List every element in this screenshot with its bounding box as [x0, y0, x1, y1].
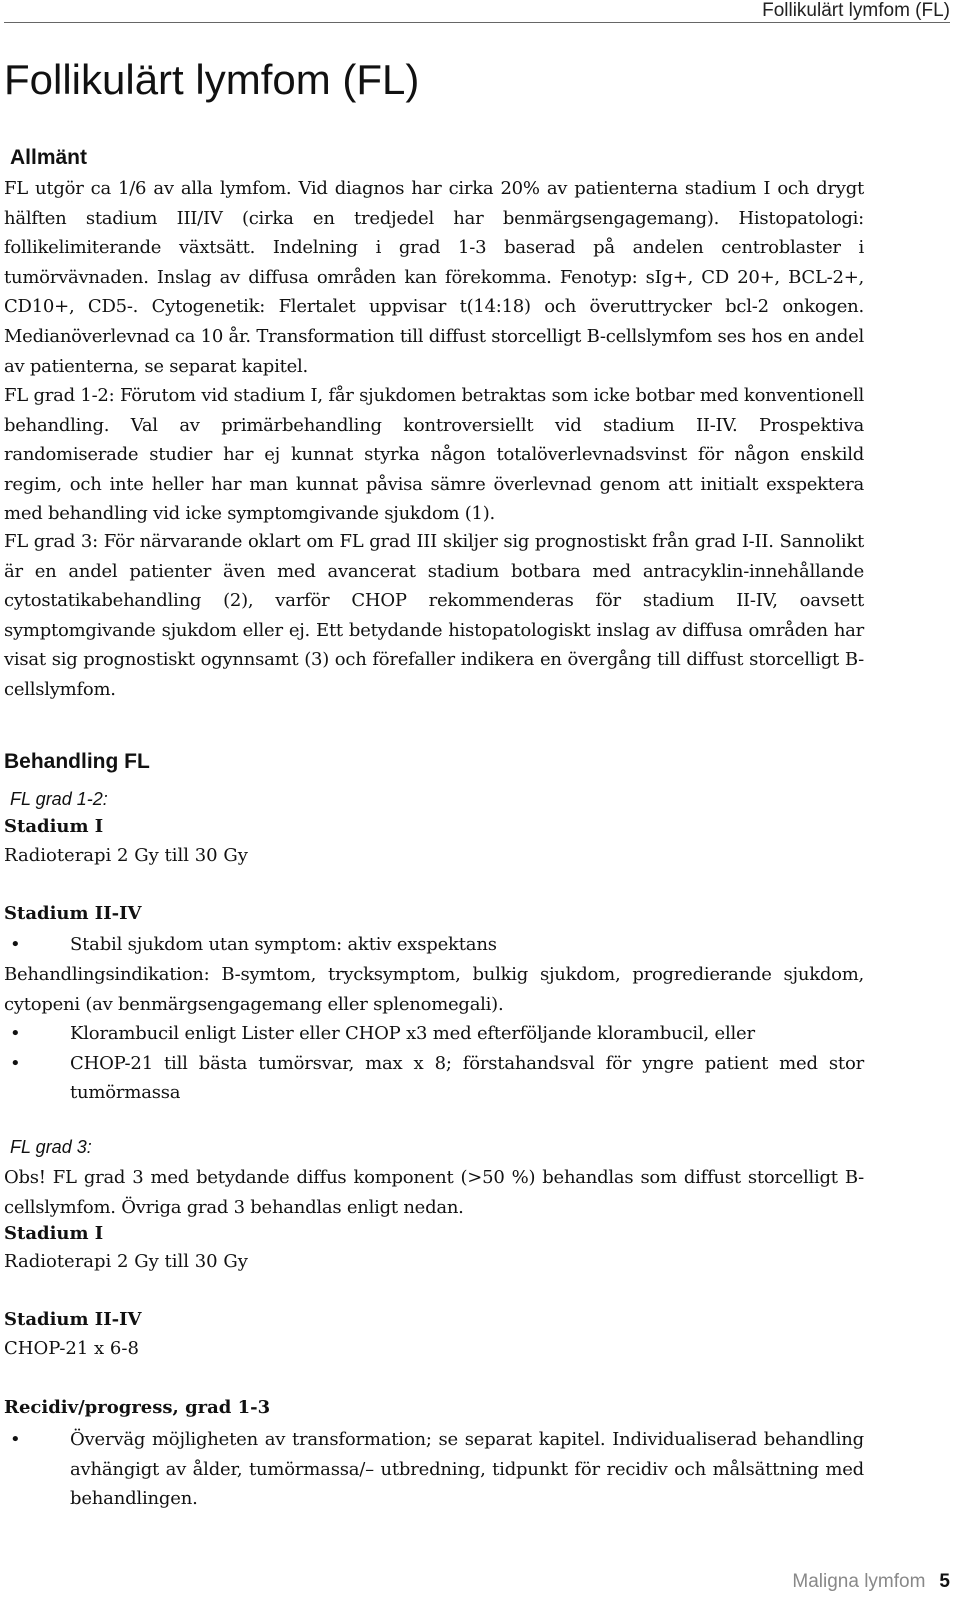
page-title: Follikulärt lymfom (FL): [4, 56, 420, 103]
grade-3-stadium-1-heading: Stadium I: [4, 1223, 104, 1244]
bullet-list-treatment: [4, 1019, 864, 1108]
section-heading-behandling: Behandling FL: [4, 750, 150, 773]
paragraph-grade-3: FL grad 3: För närvarande oklart om FL grad III skiljer sig prognostiskt från grad I-II. Sannolikt är en andel patienter även med avancerat stadium botbara med antracyklin-innehållande cytostatikabehandling (2), varför CHOP rekommenderas för stadium II-IV, oavsett symptomgivande sjukdom eller ej. Ett betydande histopatologiskt inslag av diffusa områden har visat sig prognostiskt ogynnsamt (3) och förefaller indikera en övergång till diffust storcelligt B-cellslymfom.: [4, 531, 864, 700]
stadium-1-text: Radioterapi 2 Gy till 30 Gy: [4, 845, 248, 866]
grade-1-2-label: FL grad 1-2:: [10, 789, 108, 809]
paragraph-general: FL utgör ca 1/6 av alla lymfom. Vid diagnos har cirka 20% av patienterna stadium I och drygt hälften stadium III/IV (cirka en tredjedel har benmärgsengagemang). Histopatologi: follikelimiterande växtsätt. Indelning i grad 1-3 baserad på andelen centroblaster i tumörvävnaden. Inslag av diffusa områden kan förekomma. Fenotyp: sIg+, CD 20+, BCL-2+, CD10+, CD5-. Cytogenetik: Flertalet uppvisar t(14:18) och överuttrycker bcl-2 onkogen. Medianöverlevnad ca 10 år. Transformation till diffust storcelligt B-cellslymfom ses hos en andel av patienterna, se separat kapitel.: [4, 178, 864, 377]
list-item: • Stabil sjukdom utan symptom: aktiv exspektans: [4, 930, 864, 960]
bullet-list-expectancy: [4, 930, 864, 960]
page-number: 5: [939, 1571, 950, 1592]
footer-label: Maligna lymfom: [792, 1571, 926, 1592]
grade-3-label: FL grad 3:: [10, 1137, 92, 1157]
running-header: Follikulärt lymfom (FL): [762, 0, 950, 21]
bullet-icon: •: [10, 934, 21, 955]
bullet-icon: •: [10, 1429, 21, 1450]
paragraph-grade-1-2: FL grad 1-2: Förutom vid stadium I, får sjukdomen betraktas som icke botbar med konventionell behandling. Val av primärbehandling kontroversiellt vid stadium II-IV. Prospektiva randomiserade studier har ej kunnat styrka någon totalöverlevnadsvinst för någon enskild regim, och inte heller har man kunnat påvisa sämre överlevnad genom att initialt exspektera med behandling vid icke symptomgivande sjukdom (1).: [4, 385, 864, 525]
recidiv-heading: Recidiv/progress, grad 1-3: [4, 1397, 271, 1418]
bullet-icon: •: [10, 1052, 21, 1074]
stadium-1-heading: Stadium I: [4, 816, 104, 837]
list-item: • Överväg möjligheten av transformation; se separat kapitel. Individualiserad behandling avhängigt av ålder, tumörmassa/– utbredning, tidpunkt för recidiv och målsättning med behandlingen.: [4, 1425, 864, 1514]
grade-3-stadium-2-4-heading: Stadium II-IV: [4, 1309, 142, 1330]
section-heading-allmant: Allmänt: [10, 146, 88, 169]
page-footer: [792, 1571, 950, 1593]
grade-3-stadium-2-4-text: CHOP-21 x 6-8: [4, 1338, 139, 1359]
grade-3-stadium-1-text: Radioterapi 2 Gy till 30 Gy: [4, 1251, 248, 1272]
bullet-icon: •: [10, 1023, 21, 1044]
grade-3-note: Obs! FL grad 3 med betydande diffus komponent (>50 %) behandlas som diffust storcelligt B-cellslymfom. Övriga grad 3 behandlas enligt nedan.: [4, 1167, 864, 1218]
list-item: • Klorambucil enligt Lister eller CHOP x3 med efterföljande klorambucil, eller: [4, 1019, 864, 1049]
stadium-2-4-heading: Stadium II-IV: [4, 903, 142, 924]
bullet-list-recidiv: [4, 1425, 864, 1514]
header-rule: [4, 22, 950, 23]
treatment-indication: Behandlingsindikation: B-symtom, trycksymptom, bulkig sjukdom, progredierande sjukdom, cytopeni (av benmärgsengagemang eller splenomegali).: [4, 964, 864, 1015]
list-item: • CHOP-21 till bästa tumörsvar, max x 8; förstahandsval för yngre patient med stor tumörmassa: [4, 1049, 864, 1108]
